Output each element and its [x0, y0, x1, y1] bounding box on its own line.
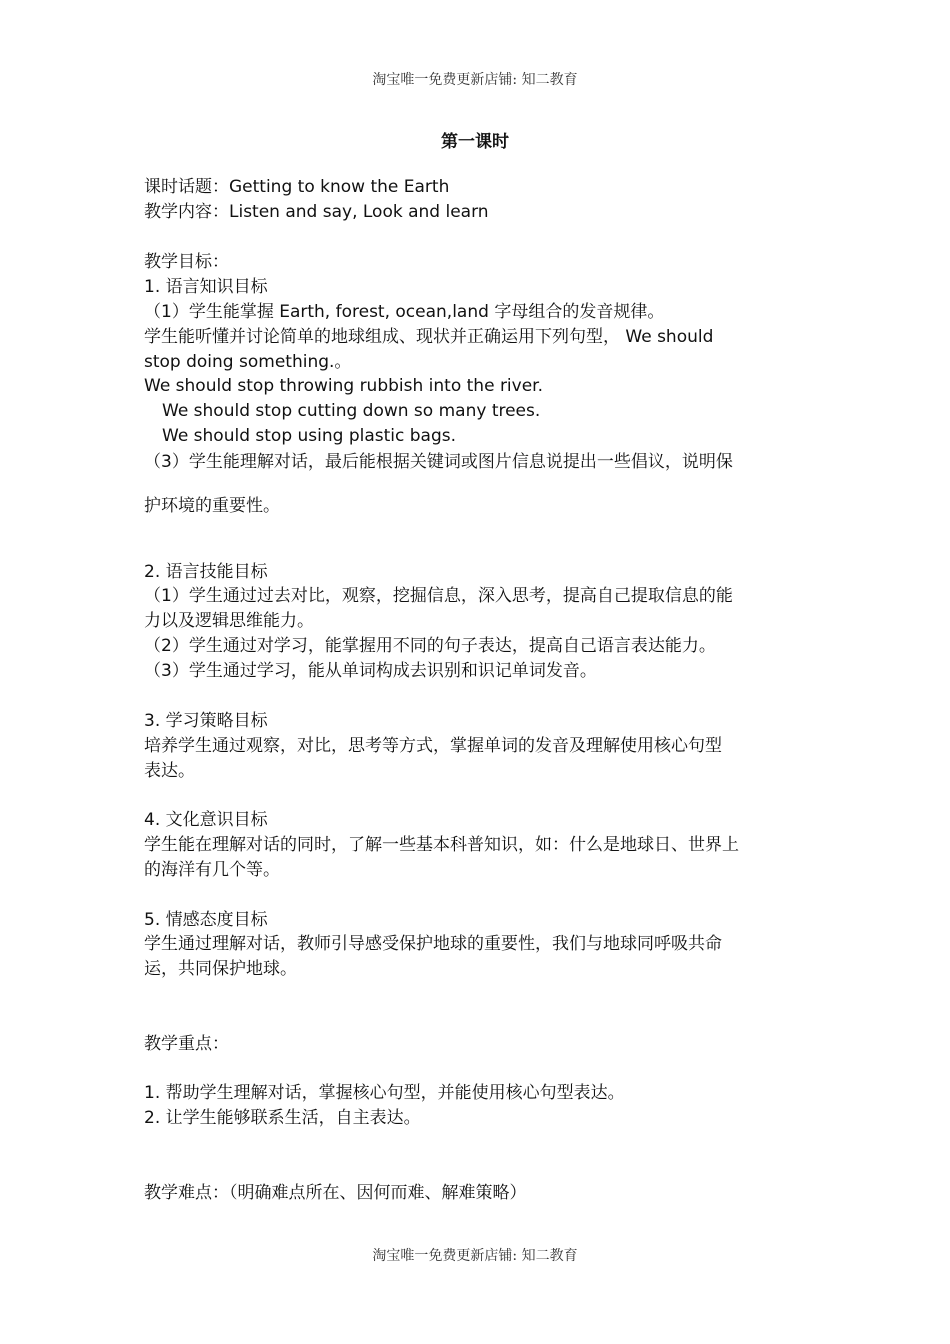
paragraph-line: 的海洋有几个等。	[144, 860, 280, 880]
section-heading-skills: 2. 语言技能目标	[144, 562, 268, 582]
paragraph-line: 学生能在理解对话的同时，了解一些基本科普知识，如：什么是地球日、世界上	[144, 835, 739, 855]
paragraph-line: 护环境的重要性。	[144, 496, 280, 516]
paragraph-line: （1）学生通过过去对比，观察，挖掘信息，深入思考，提高自己提取信息的能	[144, 586, 733, 606]
paragraph-line: （2）学生通过对学习，能掌握用不同的句子表达，提高自己语言表达能力。	[144, 636, 716, 656]
example-sentence: We should stop cutting down so many trees.	[162, 401, 541, 421]
lesson-content: 教学内容：Listen and say, Look and learn	[144, 202, 489, 222]
lesson-title: 第一课时	[441, 132, 509, 152]
page-header: 淘宝唯一免费更新店铺: 知二教育	[372, 72, 578, 88]
paragraph-line: stop doing something.。	[144, 352, 352, 372]
paragraph-line: （3）学生能理解对话，最后能根据关键词或图片信息说提出一些倡议，说明保	[144, 452, 733, 472]
example-sentence: We should stop throwing rubbish into the river.	[144, 376, 544, 396]
paragraph-line: 培养学生通过观察，对比，思考等方式，掌握单词的发音及理解使用核心句型	[144, 736, 722, 756]
section-heading-knowledge: 1. 语言知识目标	[144, 277, 268, 297]
paragraph-line: 运，共同保护地球。	[144, 959, 297, 979]
section-heading-emotion: 5. 情感态度目标	[144, 910, 268, 930]
paragraph-line: 力以及逻辑思维能力。	[144, 611, 314, 631]
key-point-item: 2. 让学生能够联系生活，自主表达。	[144, 1108, 421, 1128]
paragraph-line: （1）学生能掌握 Earth, forest, ocean,land 字母组合的发音规律。	[144, 302, 665, 322]
paragraph-line: 学生能听懂并讨论简单的地球组成、现状并正确运用下列句型， We should	[144, 327, 714, 347]
section-heading-culture: 4. 文化意识目标	[144, 810, 268, 830]
example-sentence: We should stop using plastic bags.	[162, 426, 457, 446]
key-point-item: 1. 帮助学生理解对话，掌握核心句型，并能使用核心句型表达。	[144, 1083, 625, 1103]
section-heading-strategy: 3. 学习策略目标	[144, 711, 268, 731]
objectives-heading: 教学目标：	[144, 252, 229, 272]
difficulties-heading: 教学难点：（明确难点所在、因何而难、解难策略）	[144, 1183, 527, 1203]
paragraph-line: 学生通过理解对话，教师引导感受保护地球的重要性，我们与地球同呼吸共命	[144, 934, 722, 954]
page-footer: 淘宝唯一免费更新店铺: 知二教育	[372, 1248, 578, 1264]
paragraph-line: 表达。	[144, 761, 195, 781]
lesson-topic: 课时话题：Getting to know the Earth	[144, 177, 450, 197]
key-points-heading: 教学重点：	[144, 1034, 229, 1054]
paragraph-line: （3）学生通过学习，能从单词构成去识别和识记单词发音。	[144, 661, 597, 681]
